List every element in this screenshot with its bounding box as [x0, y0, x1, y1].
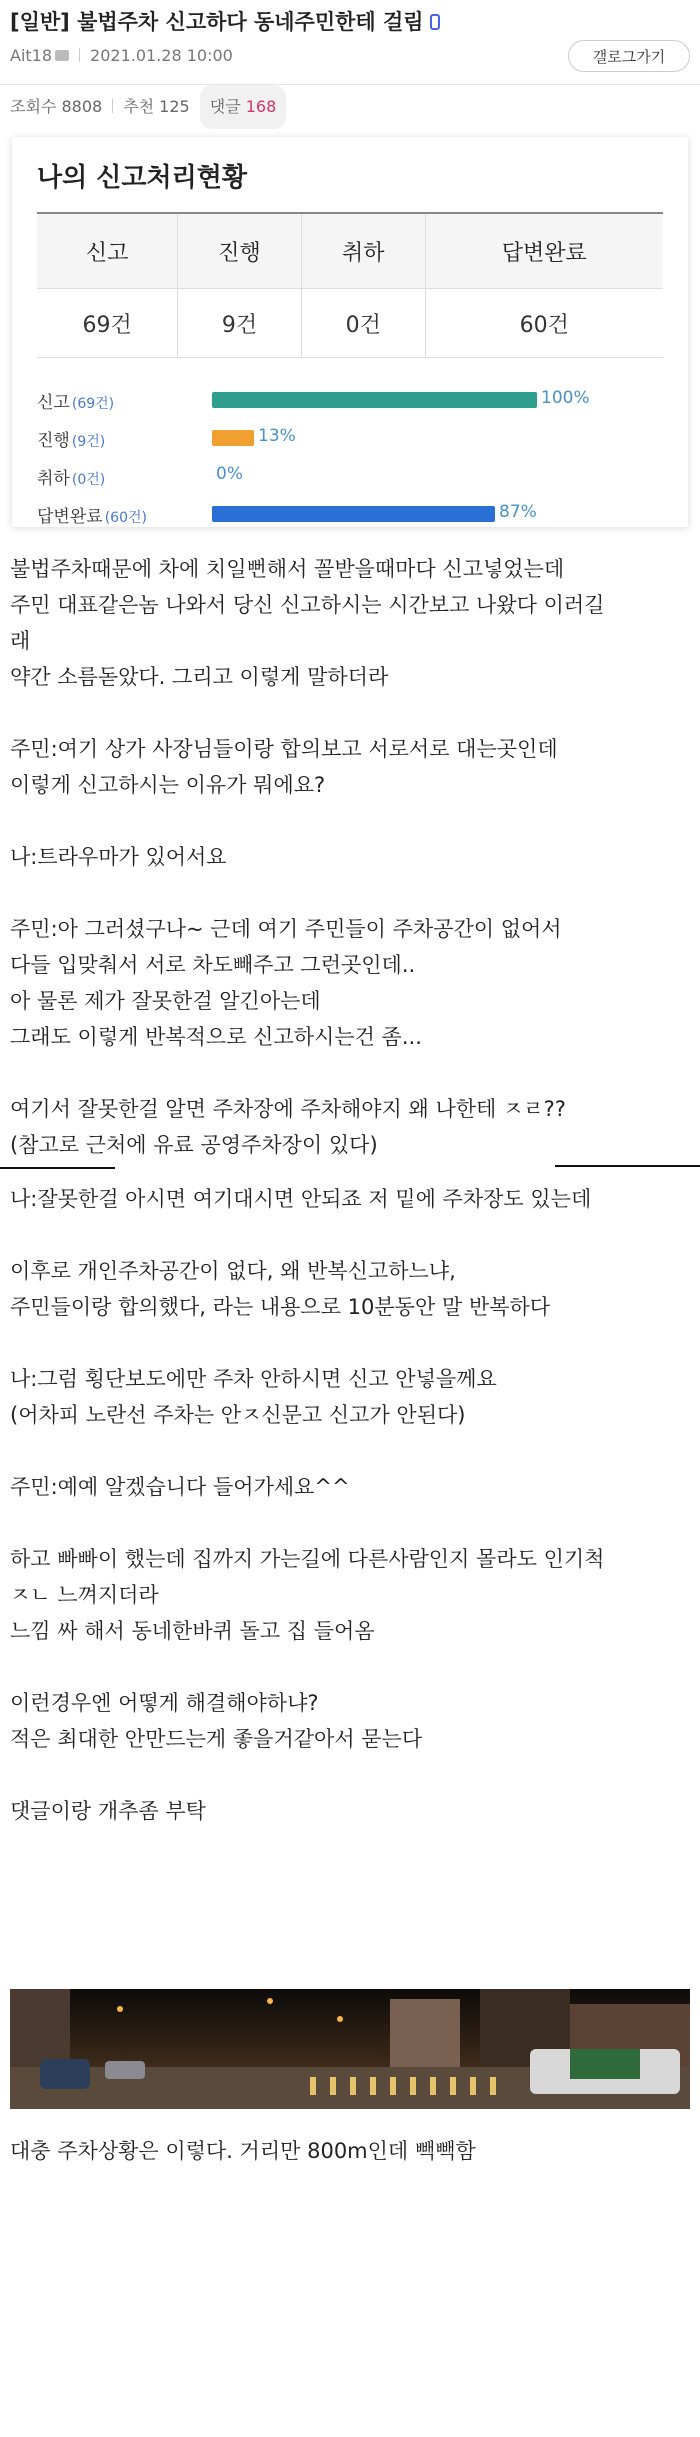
body-text-line: 주민:여기 상가 사장님들이랑 합의보고 서로서로 대는곳인데 — [10, 737, 558, 761]
blank-line — [10, 1055, 690, 1091]
bar-label-text: 신고 — [37, 393, 70, 413]
body-text-line: 래 — [10, 629, 31, 653]
report-progress-bars — [37, 384, 663, 536]
bar-fill — [212, 392, 537, 408]
parking-photo[interactable] — [10, 1989, 690, 2109]
bar-percent: 87% — [499, 502, 537, 522]
post-header — [0, 0, 700, 76]
bar-label-text: 답변완료 — [37, 507, 103, 527]
report-header: 신고 — [37, 213, 178, 289]
comment-count: 168 — [245, 97, 277, 116]
recommend-count: 추천 125 — [123, 97, 190, 116]
body-text-line: (어차피 노란선 주차는 안ㅈ신문고 신고가 안된다) — [10, 1403, 466, 1427]
report-table — [37, 212, 663, 358]
blank-line — [10, 803, 690, 839]
blank-line — [10, 1217, 690, 1253]
body-text-line: 불법주차때문에 차에 치일뻔해서 꼴받을때마다 신고넣었는데 — [10, 557, 565, 581]
bar-fill — [212, 506, 495, 522]
body-text-line: 느낌 싸 해서 동네한바퀴 돌고 집 들어옴 — [10, 1619, 375, 1643]
body-text-line: 나:트라우마가 있어서요 — [10, 845, 227, 869]
bar-percent: 100% — [541, 388, 590, 408]
report-bar-row — [37, 460, 663, 498]
body-text-line: 주민 대표같은놈 나와서 당신 신고하시는 시간보고 나왔다 이러길 — [10, 593, 605, 617]
author-nickname[interactable]: Ait18 — [10, 46, 53, 65]
gallog-icon — [55, 50, 69, 61]
blank-line — [10, 875, 690, 911]
spacer — [0, 1829, 700, 1989]
body-text-line: 그래도 이렇게 반복적으로 신고하시는건 좀... — [10, 1025, 422, 1049]
bar-percent: 13% — [258, 426, 296, 446]
bar-track — [212, 468, 537, 484]
bar-percent: 0% — [216, 464, 243, 484]
post-title — [10, 8, 690, 36]
comment-count-badge[interactable] — [200, 85, 287, 129]
image-cut-separator — [0, 1163, 700, 1173]
body-text-line: 하고 빠빠이 했는데 집까지 가는길에 다른사람인지 몰라도 인기척 — [10, 1547, 605, 1571]
bar-label — [37, 464, 105, 489]
bar-count: (60건) — [104, 510, 147, 526]
report-bar-row — [37, 422, 663, 460]
divider — [112, 99, 113, 113]
body-text-line: ㅈㄴ 느껴지더라 — [10, 1583, 159, 1607]
view-count: 조회수 8808 — [10, 97, 103, 116]
blank-line — [10, 695, 690, 731]
cut-line — [0, 1167, 115, 1169]
report-value: 0건 — [301, 289, 425, 358]
bar-label — [37, 426, 105, 451]
comment-label: 댓글 — [209, 97, 241, 116]
blank-line — [10, 1757, 690, 1793]
post-body-part1 — [0, 551, 700, 1163]
body-text-line: 아 물론 제가 잘못한걸 알긴아는데 — [10, 989, 321, 1013]
report-bar-row — [37, 498, 663, 536]
bar-fill — [212, 430, 254, 446]
body-text-line: 주민:예예 알겠습니다 들어가세요^^ — [10, 1475, 350, 1499]
body-text-line: 이후로 개인주차공간이 없다, 왜 반복신고하느냐, — [10, 1259, 456, 1283]
report-title: 나의 신고처리현황 — [37, 163, 247, 193]
report-value: 9건 — [178, 289, 302, 358]
body-text-line: 다들 입맞춰서 서로 차도빼주고 그런곳인데.. — [10, 953, 416, 977]
body-text-line: 적은 최대한 안만드는게 좋을거같아서 묻는다 — [10, 1727, 423, 1751]
post-date: 2021.01.28 10:00 — [90, 46, 233, 65]
body-text-line: (참고로 근처에 유료 공영주차장이 있다) — [10, 1133, 378, 1157]
body-text-line: 여기서 잘못한걸 알면 주차장에 주차해야지 왜 나한테 ㅈㄹ?? — [10, 1097, 566, 1121]
report-header: 답변완료 — [425, 213, 663, 289]
post-title-text: [일반] 불법주차 신고하다 동네주민한테 걸림 — [10, 10, 424, 34]
report-header: 진행 — [178, 213, 302, 289]
blank-line — [10, 1433, 690, 1469]
report-table-header-row — [37, 213, 663, 289]
bar-label-text: 진행 — [37, 431, 70, 451]
body-text-line: 약간 소름돋았다. 그리고 이렇게 말하더라 — [10, 665, 389, 689]
bar-track — [212, 392, 537, 408]
cut-line — [555, 1165, 700, 1167]
bar-count: (0건) — [71, 472, 106, 488]
blank-line — [10, 1325, 690, 1361]
bar-count: (69건) — [71, 396, 115, 412]
bar-label-text: 취하 — [37, 469, 70, 489]
body-text-line: 이런경우엔 어떻게 해결해야하냐? — [10, 1691, 319, 1715]
body-text-line: 주민들이랑 합의했다, 라는 내용으로 10분동안 말 반복하다 — [10, 1295, 551, 1319]
post-stats — [0, 85, 700, 129]
report-table-value-row — [37, 289, 663, 358]
body-text-line: 이렇게 신고하시는 이유가 뭐에요? — [10, 773, 326, 797]
body-text-line: 나:잘못한걸 아시면 여기대시면 안되죠 저 밑에 주차장도 있는데 — [10, 1187, 592, 1211]
bar-label — [37, 502, 147, 527]
post-meta — [10, 36, 690, 76]
divider — [79, 48, 80, 62]
report-header: 취하 — [301, 213, 425, 289]
bar-track — [212, 506, 537, 522]
report-status-card — [12, 137, 688, 527]
gallog-button[interactable]: 갤로그가기 — [568, 40, 690, 72]
image-caption: 대충 주차상황은 이렇다. 거리만 800m인데 빽빽함 — [10, 2139, 476, 2163]
report-bar-row — [37, 384, 663, 422]
bar-label — [37, 388, 114, 413]
body-text-line: 댓글이랑 개추좀 부탁 — [10, 1799, 206, 1823]
bar-count: (9건) — [71, 434, 106, 450]
body-text-line: 주민:아 그러셨구나~ 근데 여기 주민들이 주차공간이 없어서 — [10, 917, 562, 941]
author-info — [10, 46, 233, 65]
report-value: 69건 — [37, 289, 178, 358]
mobile-icon — [430, 14, 440, 30]
post-body-part2 — [0, 1181, 700, 1829]
blank-line — [10, 1649, 690, 1685]
blank-line — [10, 1505, 690, 1541]
body-text-line: 나:그럼 횡단보도에만 주차 안하시면 신고 안넣을께요 — [10, 1367, 497, 1391]
report-value: 60건 — [425, 289, 663, 358]
parking-street-image — [10, 1989, 690, 2109]
